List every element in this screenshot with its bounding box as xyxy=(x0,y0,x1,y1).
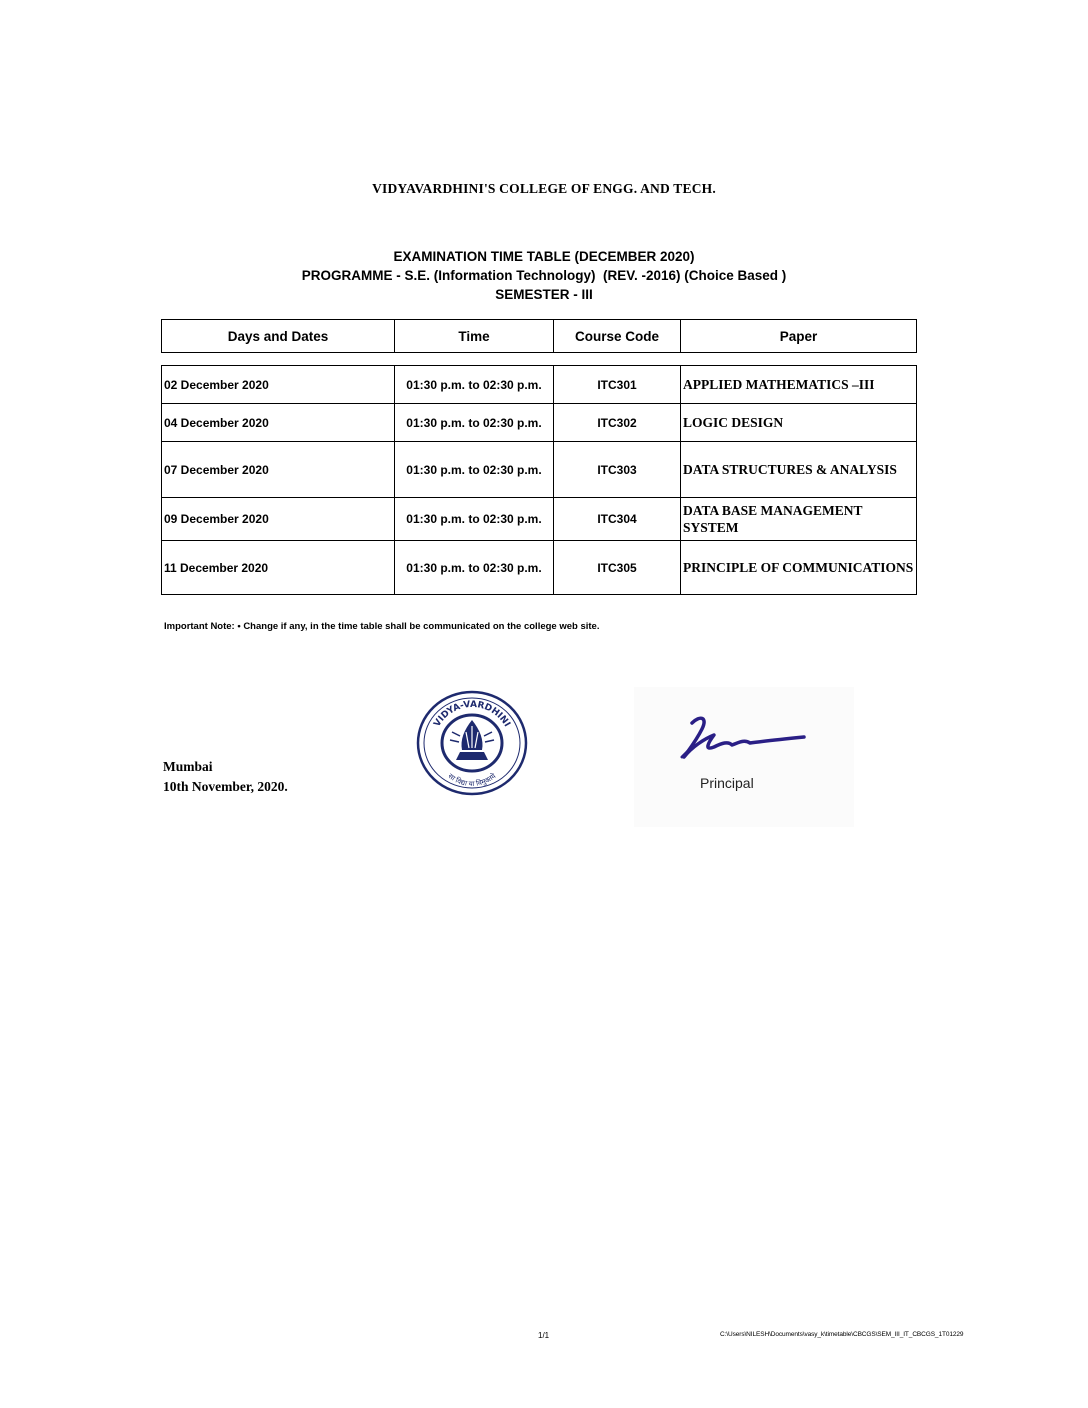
exam-time: 01:30 p.m. to 02:30 p.m. xyxy=(395,404,554,442)
paper-name: PRINCIPLE OF COMMUNICATIONS xyxy=(681,541,917,595)
exam-date: 07 December 2020 xyxy=(162,442,395,498)
column-header: Paper xyxy=(681,320,917,353)
signatory-title: Principal xyxy=(700,775,754,791)
column-header: Days and Dates xyxy=(162,320,395,353)
table-spacer xyxy=(162,353,917,366)
seal-text-bottom: सा विद्या या विमुक्तये xyxy=(446,772,498,789)
column-header: Time xyxy=(395,320,554,353)
table-row xyxy=(162,404,917,442)
exam-date: 09 December 2020 xyxy=(162,498,395,541)
exam-time: 01:30 p.m. to 02:30 p.m. xyxy=(395,442,554,498)
signature-area xyxy=(634,687,854,827)
paper-name: APPLIED MATHEMATICS –III xyxy=(681,366,917,404)
place: Mumbai xyxy=(163,759,213,774)
exam-date: 02 December 2020 xyxy=(162,366,395,404)
seal-text-top: VIDYA-VARDHINI xyxy=(432,699,512,729)
college-seal-icon xyxy=(416,690,528,796)
semester-line: SEMESTER - III xyxy=(495,287,593,302)
page-number: 1/1 xyxy=(538,1331,550,1340)
course-code: ITC301 xyxy=(554,366,681,404)
place-and-date xyxy=(163,757,288,797)
table-row xyxy=(162,498,917,541)
table-row xyxy=(162,442,917,498)
table-row xyxy=(162,541,917,595)
file-path: C:\Users\NILESH\Documents\vasy_k\timetable\CBCGS\SEM_III_IT_CBCGS_1T01229 xyxy=(720,1331,964,1338)
exam-date: 11 December 2020 xyxy=(162,541,395,595)
issue-date: 10th November, 2020. xyxy=(163,779,288,794)
exam-time: 01:30 p.m. to 02:30 p.m. xyxy=(395,541,554,595)
course-code: ITC305 xyxy=(554,541,681,595)
title-block xyxy=(0,247,1088,304)
signature-icon xyxy=(674,707,814,767)
course-code: ITC304 xyxy=(554,498,681,541)
important-note: Important Note: • Change if any, in the time table shall be communicated on the college web site. xyxy=(164,621,600,632)
course-code: ITC302 xyxy=(554,404,681,442)
exam-date: 04 December 2020 xyxy=(162,404,395,442)
exam-title: EXAMINATION TIME TABLE (DECEMBER 2020) xyxy=(393,249,695,264)
paper-name: DATA STRUCTURES & ANALYSIS xyxy=(681,442,917,498)
paper-name: LOGIC DESIGN xyxy=(681,404,917,442)
exam-time: 01:30 p.m. to 02:30 p.m. xyxy=(395,366,554,404)
course-code: ITC303 xyxy=(554,442,681,498)
table-row xyxy=(162,366,917,404)
college-name: VIDYAVARDHINI'S COLLEGE OF ENGG. AND TECH. xyxy=(372,181,716,196)
column-header: Course Code xyxy=(554,320,681,353)
table-header-row xyxy=(162,320,917,353)
paper-name: DATA BASE MANAGEMENT SYSTEM xyxy=(681,498,917,541)
timetable xyxy=(161,319,917,595)
programme-line: PROGRAMME - S.E. (Information Technology) (REV. -2016) (Choice Based ) xyxy=(301,268,787,283)
exam-time: 01:30 p.m. to 02:30 p.m. xyxy=(395,498,554,541)
